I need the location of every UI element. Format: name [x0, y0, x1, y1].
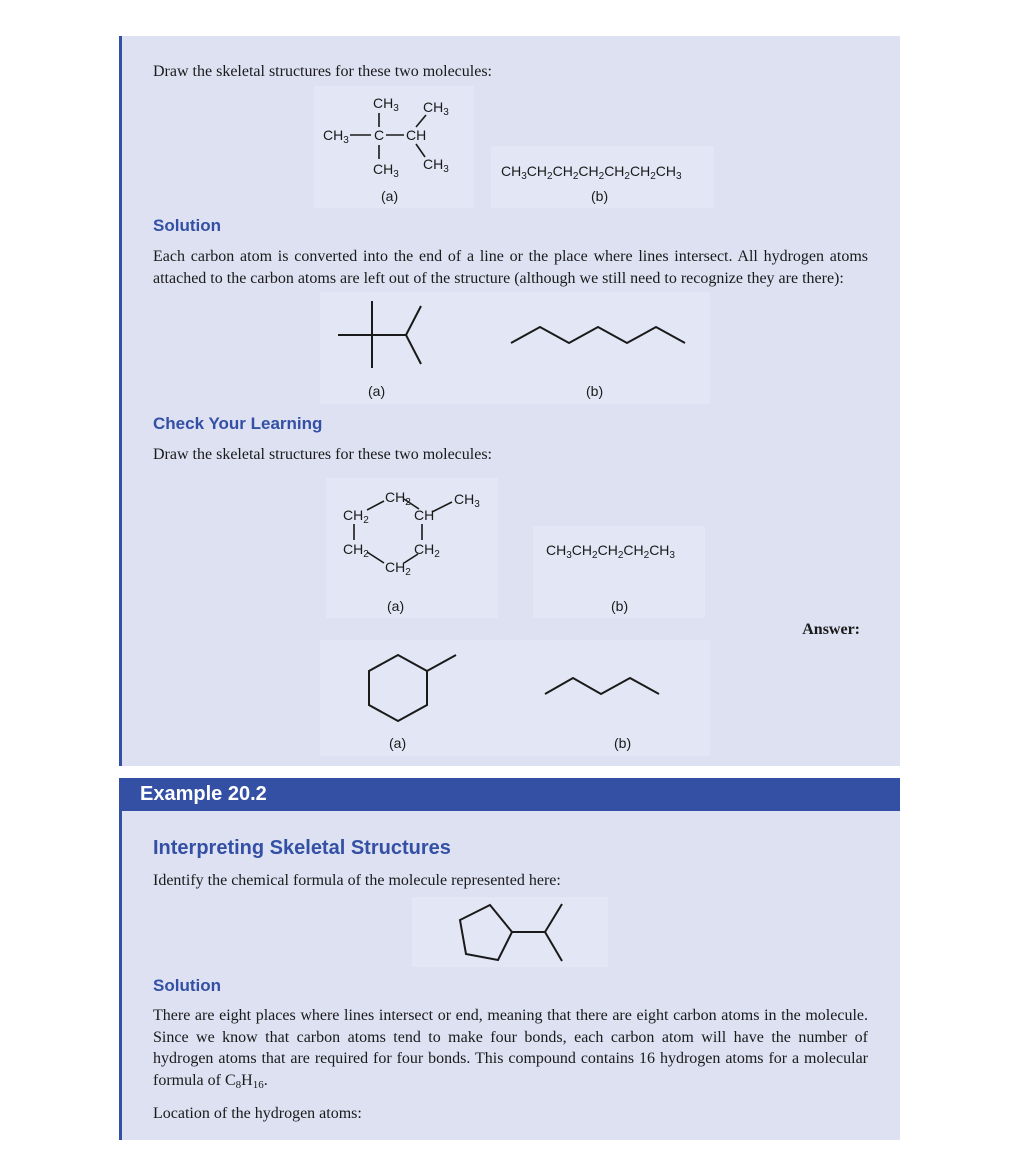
cyl-b-structure	[537, 530, 702, 618]
question-a-structure	[318, 90, 468, 210]
c-center: C	[374, 127, 385, 143]
formula-subscript: 3	[669, 550, 675, 561]
solution-b-label: (b)	[586, 383, 604, 399]
formula-carbon-count: 8	[235, 1078, 242, 1091]
answer-label: Answer:	[802, 621, 860, 638]
cyl-a-ch3: $CH_3$	[454, 491, 480, 510]
cyl-a-structure	[330, 482, 495, 618]
formula-group: CH	[552, 163, 573, 179]
formula-subscript: 2	[643, 550, 650, 561]
formula-group: CH	[526, 163, 548, 179]
formula-subscript: 2	[592, 550, 598, 561]
answer-a-label: (a)	[389, 735, 407, 751]
solution-a-label: (a)	[368, 383, 386, 399]
formula-subscript: 2	[572, 171, 579, 182]
formula-group: CH	[571, 542, 593, 558]
formula-subscript: 3	[566, 550, 572, 561]
formula-hydrogen-count: 16	[252, 1078, 264, 1091]
question-b-label: (b)	[591, 188, 609, 204]
cyl-a-ch2-top: $CH_2$	[385, 489, 411, 508]
example-header	[119, 778, 900, 811]
formula-subscript: 2	[624, 171, 630, 182]
cyl-a-ch2-lower-left: $CH_2$	[343, 541, 369, 560]
ch3-left: $CH_3$	[323, 127, 349, 146]
solution-skeletal-structures	[320, 292, 710, 407]
formula-group: CH	[501, 163, 522, 179]
ch-group: CH	[406, 127, 427, 143]
example-number: Example 20.2	[140, 783, 267, 805]
ch3-bottom-right: $CH_3$	[423, 156, 449, 175]
cyl-a-ch2-left: $CH_2$	[343, 507, 369, 526]
ch3-bottom: $CH_3$	[373, 161, 399, 180]
example-skeletal-structure	[412, 897, 608, 969]
formula-group: CH	[604, 163, 625, 179]
question-b-structure	[495, 150, 710, 210]
formula-group: CH	[649, 542, 670, 558]
example-intro: Identify the chemical formula of the molecule represented here:	[153, 872, 561, 889]
ch3-top-right: $CH_3$	[423, 99, 449, 118]
example-solution-heading: Solution	[153, 976, 221, 995]
cyl-a-ch: CH	[414, 507, 435, 523]
location-text: Location of the hydrogen atoms:	[153, 1105, 362, 1122]
example-title: Interpreting Skeletal Structures	[153, 837, 451, 859]
cyl-a-ch2-bottom: $CH_2$	[385, 559, 411, 578]
formula-group: CH	[597, 542, 618, 558]
formula-h: H	[241, 1071, 253, 1089]
formula-subscript: 3	[676, 171, 682, 182]
cyl-b-label: (b)	[611, 598, 629, 614]
formula-subscript: 2	[617, 550, 624, 561]
formula-subscript: 2	[547, 171, 553, 182]
question-a-label: (a)	[381, 188, 399, 204]
solution-text: Each carbon atom is converted into the end of a line or the place where lines intersect. All hydrogen atoms attached to the carbon atoms are left out of the structure (although we still need to recognize they are there):	[153, 248, 868, 287]
solution-heading: Solution	[153, 216, 221, 235]
answer-skeletal-structures	[320, 640, 710, 758]
question-intro: Draw the skeletal structures for these two molecules:	[153, 63, 492, 80]
example-solution-text: There are eight places where lines intersect or end, meaning that there are eight carbon atoms in the molecule. Since we know that carbon atoms tend to make four bonds, each carbon atom will have the number of hydrogen atoms that are required for four bonds. This compound contains 16 hydrogen atoms for a molecular formula of $C_8H_{16}$.	[153, 1007, 868, 1091]
formula-group: CH	[655, 163, 677, 179]
formula-group: CH	[546, 542, 567, 558]
check-your-learning-heading: Check Your Learning	[153, 414, 323, 433]
formula-subscript: 2	[650, 171, 656, 182]
answer-b-label: (b)	[614, 735, 632, 751]
formula-group: CH	[623, 542, 644, 558]
formula-subscript: 3	[521, 171, 527, 182]
cyl-a-label: (a)	[387, 598, 405, 614]
check-your-learning-text: Draw the skeletal structures for these two molecules:	[153, 446, 492, 463]
formula-group: CH	[629, 163, 651, 179]
formula-group: CH	[578, 163, 599, 179]
formula-subscript: 2	[598, 171, 605, 182]
ch3-top: $CH_3$	[373, 95, 399, 114]
cyl-a-ch2-lower-right: $CH_2$	[414, 541, 440, 560]
